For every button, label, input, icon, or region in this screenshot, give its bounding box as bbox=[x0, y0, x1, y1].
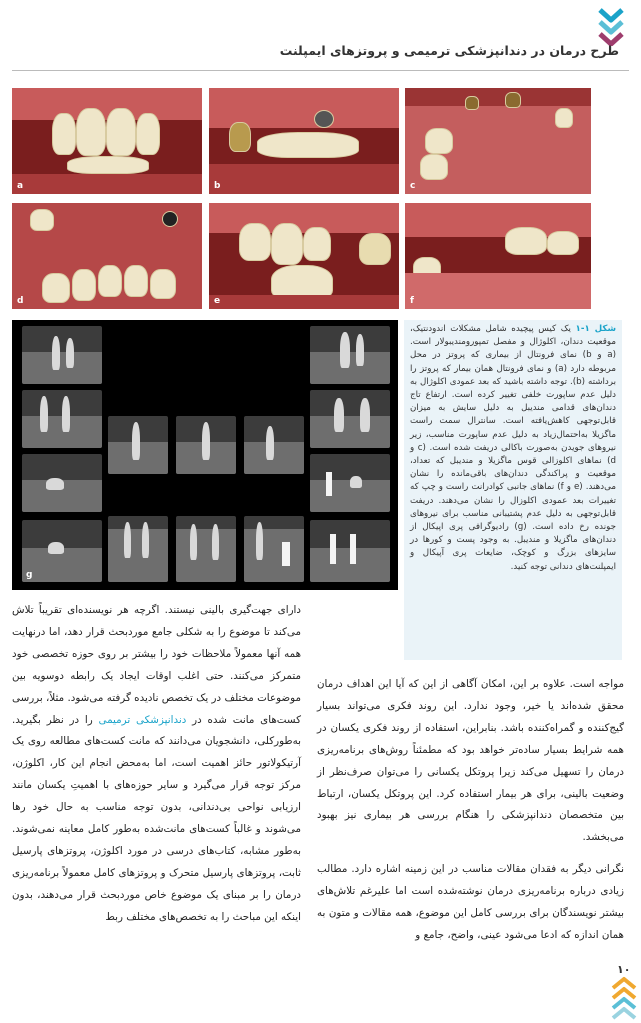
radiograph bbox=[22, 520, 102, 582]
header-divider bbox=[12, 70, 629, 71]
caption-text: یک کیس پیچیده شامل مشکلات اندودنتیک، موقعیت دندان، اکلوژال و مفصل تمپورومندیبولار است. (a و b) نمای فرونتال از بیماری که پروتز در محل مربوطه دارد (a) و نمای فرونتال همان بیمار که پروتز را برداشته (b). توجه داشته باشید که بعد عمودی اکلوژال به دلیل عدم ساپورت خلفی تغییر کرده است. ارتفاع تاج دندان‌های قدامی مندیبل به دلیل سایش به میزان قابل‌توجهی کاهش‌یافته است. سانترال سمت راست ماگزیلا به‌احتمال‌زیاد به دلیل عدم ساپورت مناسب، زیر نیروهای جویدن به‌صورت باکالی دریفت شده است. (c و d) نماهای اکلوزالی قوس ماگزیلا و مندیبل که تعداد، موقعیت و پراکندگی دندان‌های باقی‌مانده را نشان می‌دهند. (e و f) نماهای جانبی کوادرانت راست و چپ که تغییرات بعد عمودی اکلوزال را نشان می‌دهند. دریفت قابل‌توجهی به دلیل عدم پشتیبانی مناسب برای نیروهای جونده رخ داده است. (g) رادیوگرافی پری اپیکال از دندان‌های ماگزیلا و مندیبل. به وجود پست و کورها در سایزهای بزرگ و کوچک، ضایعات پری آپیکال و ایمپلنت‌های دندانی توجه کنید. bbox=[410, 324, 617, 572]
term-link[interactable]: دندانپزشکی ترمیمی bbox=[98, 713, 187, 726]
radiograph bbox=[108, 516, 168, 582]
radiograph bbox=[22, 326, 102, 384]
clinical-photo-f bbox=[405, 203, 591, 309]
radiograph bbox=[244, 416, 304, 474]
body-text: را در نظر بگیرید. به‌طورکلی، دانشجویان می‌دانند که مانت کست‌های مطالعه روی یک آرتیکولاتور حائز اهمیت است، اما به‌محض انجام این کار، اکلوژن، مرکز توجه قرار می‌گیرد و سایر حوزه‌های با اهمیتِ یکسان مانند ارزیابی نواحی بی‌دندانی، بدون توجه مناسب به حال خود رها می‌شوند و غالباً کست‌های مانت‌شده به‌طور کامل معاینه نمی‌شوند. به‌طور مشابه، کتاب‌های درسی در مورد اکلوژن، پروتزهای پارسیل ثابت، پروتزهای پارسیل متحرک و پروتزهای کامل معمولاً برنامه‌ریزی درمان را بر مبنای یک موضوع خاص موردبحث قرار می‌دهند، بدون اینکه این مباحث را به تخصص‌های مختلف ربط bbox=[12, 713, 301, 923]
page-number: ۱۰ bbox=[617, 963, 631, 976]
radiograph bbox=[310, 326, 390, 384]
radiograph bbox=[310, 454, 390, 512]
photo-label: b bbox=[214, 181, 221, 191]
body-column-left bbox=[12, 600, 301, 929]
radiograph bbox=[310, 520, 390, 582]
radiograph-panel-g bbox=[12, 320, 398, 590]
clinical-photo-c bbox=[405, 88, 591, 194]
photo-label: f bbox=[410, 296, 414, 306]
caption-label: شکل ۱-۱ bbox=[575, 324, 616, 334]
figure-caption bbox=[404, 320, 622, 660]
running-header: طرح درمان در دندانپزشکی ترمیمی و پروتزهای ایمپلنت bbox=[279, 43, 619, 58]
clinical-photo-b bbox=[209, 88, 399, 194]
chevron-up-icon bbox=[610, 976, 638, 1020]
radiograph bbox=[310, 390, 390, 448]
clinical-photo-e bbox=[209, 203, 399, 309]
photo-label: e bbox=[214, 296, 221, 306]
body-paragraph: نگرانی دیگر به فقدان مقالات مناسب در این زمینه اشاره دارد. مطالب زیادی درباره برنامه‌ریزی درمان نوشته‌شده است اما علیرغم تلاش‌های بیشتر نویسندگان برای بررسی کامل این موضوع، همه مقالات و متون به همان اندازه که ادعا می‌شود عینی، واضح، جامع و bbox=[317, 863, 624, 941]
body-text: دارای جهت‌گیری بالینی نیستند. اگرچه هر نویسنده‌ای تقریباً تلاش می‌کند تا موضوع را به شکلی جامع موردبحث قرار دهد، اما درنهایت همه آنها معمولاً ملاحظات خود را بیشتر بر روی حوزه تخصصی خود متمرکز می‌کنند. حتی اغلب اوقات ایجاد یک رابطه دوسویه بین موضوعات مختلف در یک تخصص نادیده گرفته می‌شود. مثلاً، بررسی کست‌های مانت شده در bbox=[12, 604, 301, 726]
body-column-right bbox=[317, 674, 624, 947]
radiograph bbox=[108, 416, 168, 474]
photo-label: a bbox=[17, 181, 24, 191]
radiograph bbox=[22, 454, 102, 512]
clinical-photo-a bbox=[12, 88, 202, 194]
radiograph bbox=[22, 390, 102, 448]
radiograph bbox=[176, 516, 236, 582]
body-paragraph: مواجه است. علاوه بر این، امکان آگاهی از این که آیا این اهداف درمان محقق شده‌اند یا خیر، وجود ندارد. این روند فکری می‌تواند بسیار گیج‌کننده و گمراه‌کننده باشد. بنابراین، استفاده از روند فکری یکسان در همه شرایط بسیار ساده‌تر خواهد بود که مطمئناً روش‌های برنامه‌ریزی درمان را تسهیل می‌کند زیرا پروتکل یکسانی را می‌توان صرف‌نظر از وضعیت بالینی، برای هر بیمار استفاده کرد. این پروتکل یکسان، ارتباط بین متخصصان دندانپزشکی را هنگام بررسی هر بیماری نیز بهبود می‌بخشد. bbox=[317, 678, 624, 844]
chevron-down-icon bbox=[596, 6, 626, 46]
photo-label: d bbox=[17, 296, 24, 306]
radiograph bbox=[176, 416, 236, 474]
photo-label: c bbox=[410, 181, 416, 191]
radiograph bbox=[244, 516, 304, 582]
clinical-photo-d bbox=[12, 203, 202, 309]
radiograph-label: g bbox=[26, 570, 33, 580]
